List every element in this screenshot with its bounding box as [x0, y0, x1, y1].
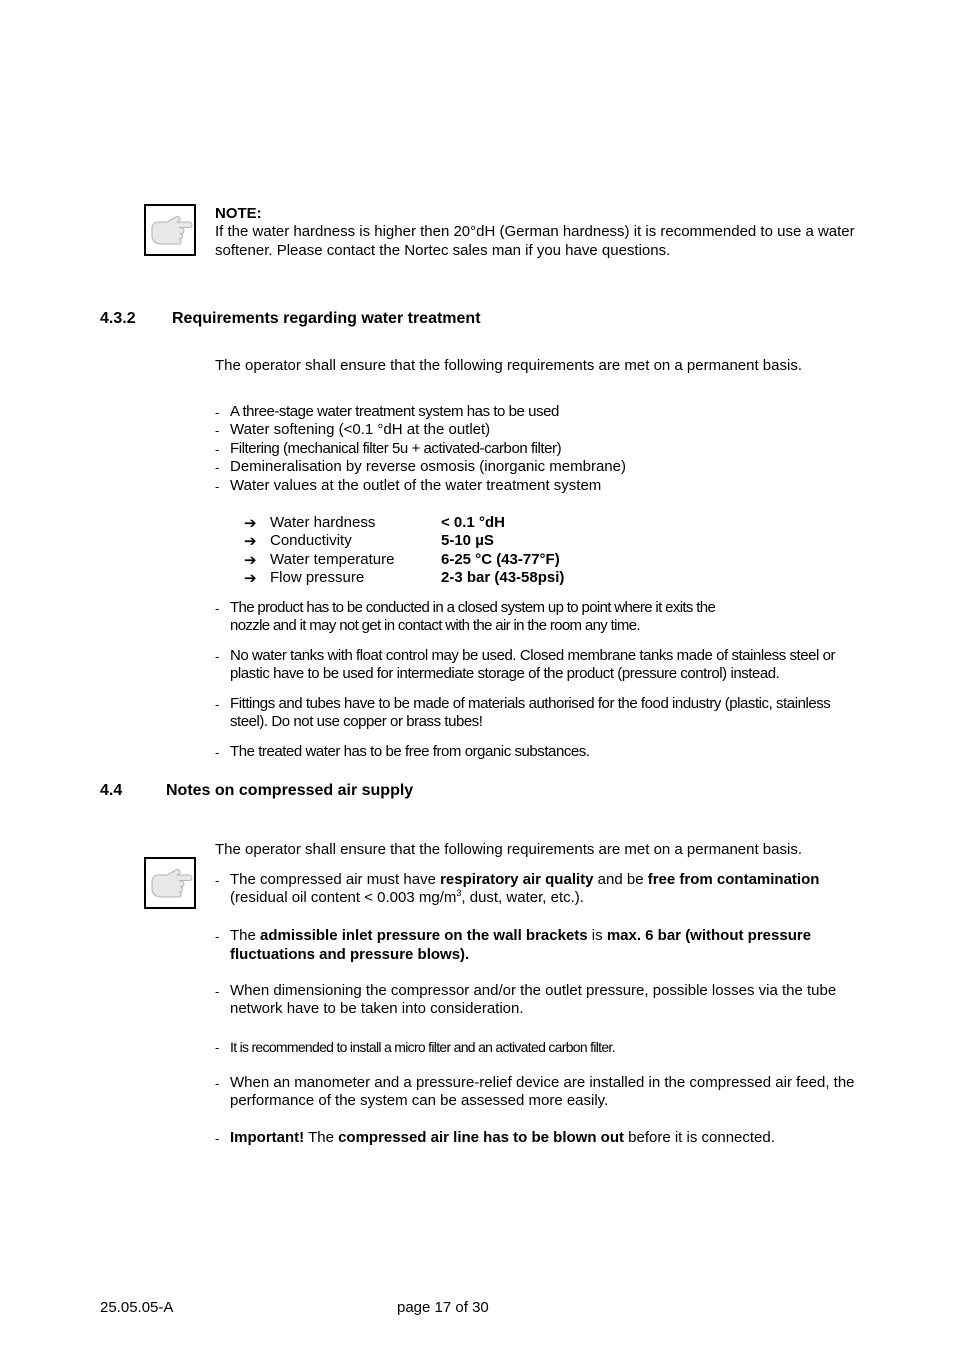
list-dash: -	[215, 442, 220, 457]
list-dash: -	[215, 1131, 220, 1146]
list-item-cont	[230, 889, 584, 907]
list-item-cont: fluctuations and pressure blows).	[230, 946, 470, 963]
list-item-cont: plastic have to be used for intermediate storage of the product (pressure control) instead.	[230, 665, 780, 682]
list-dash: -	[215, 479, 220, 494]
footer-doc-id: 25.05.05-A	[100, 1299, 174, 1316]
text-bold: admissible inlet pressure on the wall brackets	[260, 927, 588, 944]
text-bold: free from contamination	[647, 871, 820, 888]
list-dash: -	[215, 929, 220, 944]
list-item-cont: network have to be taken into consideration.	[230, 1000, 524, 1017]
list-dash: -	[215, 601, 220, 616]
list-item	[230, 871, 819, 889]
list-item: Filtering (mechanical filter 5u + activated-carbon filter)	[230, 440, 562, 457]
text-bold: compressed air line has to be blown out	[338, 1129, 624, 1146]
list-dash: -	[215, 1040, 220, 1055]
list-item: Fittings and tubes have to be made of materials authorised for the food industry (plastic, stainless	[230, 695, 831, 712]
section-432-number: 4.3.2	[100, 310, 136, 327]
text: before it is connected.	[623, 1129, 775, 1146]
water-value: < 0.1 °dH	[441, 514, 505, 531]
note-text-line2: softener. Please contact the Nortec sales man if you have questions.	[215, 242, 671, 259]
water-value-label: Water hardness	[270, 514, 376, 531]
text: , dust, water, etc.).	[461, 889, 584, 906]
water-value-label: Water temperature	[270, 551, 395, 568]
list-dash: -	[215, 873, 220, 888]
list-item: The product has to be conducted in a closed system up to point where it exits the	[230, 599, 716, 616]
list-item-cont: steel). Do not use copper or brass tubes!	[230, 713, 483, 730]
section-44-intro: The operator shall ensure that the following requirements are met on a permanent basis.	[215, 841, 802, 858]
text: is	[587, 927, 607, 944]
footer-page-number: page 17 of 30	[397, 1299, 489, 1316]
text-bold: max. 6 bar (without pressure	[606, 927, 812, 944]
list-item: Demineralisation by reverse osmosis (inorganic membrane)	[230, 458, 626, 475]
superscript: 3	[456, 888, 462, 898]
list-dash: -	[215, 745, 220, 760]
list-item-cont: performance of the system can be assessed more easily.	[230, 1092, 609, 1109]
water-value-label: Flow pressure	[270, 569, 365, 586]
list-item-cont: nozzle and it may not get in contact with the air in the room any time.	[230, 617, 640, 634]
text: The	[230, 927, 261, 944]
water-value: 5-10 µS	[441, 532, 494, 549]
list-dash: -	[215, 649, 220, 664]
text: The compressed air must have	[230, 871, 441, 888]
list-item: A three-stage water treatment system has to be used	[230, 403, 559, 420]
list-item	[230, 927, 811, 945]
arrow-icon: ➔	[244, 552, 257, 569]
text-bold: Important!	[230, 1129, 305, 1146]
list-item: No water tanks with float control may be used. Closed membrane tanks made of stainless steel or	[230, 647, 836, 664]
note-text-line1: If the water hardness is higher then 20°dH (German hardness) it is recommended to use a water	[215, 223, 855, 240]
list-dash: -	[215, 697, 220, 712]
list-item: It is recommended to install a micro filter and an activated carbon filter.	[230, 1039, 615, 1055]
list-item	[230, 1129, 775, 1147]
section-44-number: 4.4	[100, 782, 123, 799]
text-bold: respiratory air quality	[440, 871, 594, 888]
water-value: 6-25 °C (43-77°F)	[441, 551, 560, 568]
section-432-intro: The operator shall ensure that the following requirements are met on a permanent basis.	[215, 357, 802, 374]
arrow-icon: ➔	[244, 570, 257, 587]
note-title: NOTE:	[215, 205, 262, 222]
text: (residual oil content < 0.003 mg/m	[230, 889, 457, 906]
list-dash: -	[215, 405, 220, 420]
list-item: Water values at the outlet of the water treatment system	[230, 477, 602, 494]
arrow-icon: ➔	[244, 533, 257, 550]
list-dash: -	[215, 423, 220, 438]
text: The	[304, 1129, 339, 1146]
section-44-title: Notes on compressed air supply	[166, 782, 414, 799]
pointing-hand-icon	[144, 857, 196, 909]
text: and be	[593, 871, 648, 888]
list-dash: -	[215, 1076, 220, 1091]
section-432-title: Requirements regarding water treatment	[172, 310, 481, 327]
list-dash: -	[215, 984, 220, 999]
water-value: 2-3 bar (43-58psi)	[441, 569, 565, 586]
list-item: When an manometer and a pressure-relief device are installed in the compressed air feed, the	[230, 1074, 855, 1091]
arrow-icon: ➔	[244, 515, 257, 532]
list-item: The treated water has to be free from organic substances.	[230, 743, 590, 760]
list-item: When dimensioning the compressor and/or the outlet pressure, possible losses via the tube	[230, 982, 837, 999]
pointing-hand-icon	[144, 204, 196, 256]
list-dash: -	[215, 460, 220, 475]
water-value-label: Conductivity	[270, 532, 352, 549]
list-item: Water softening (<0.1 °dH at the outlet)	[230, 421, 491, 438]
